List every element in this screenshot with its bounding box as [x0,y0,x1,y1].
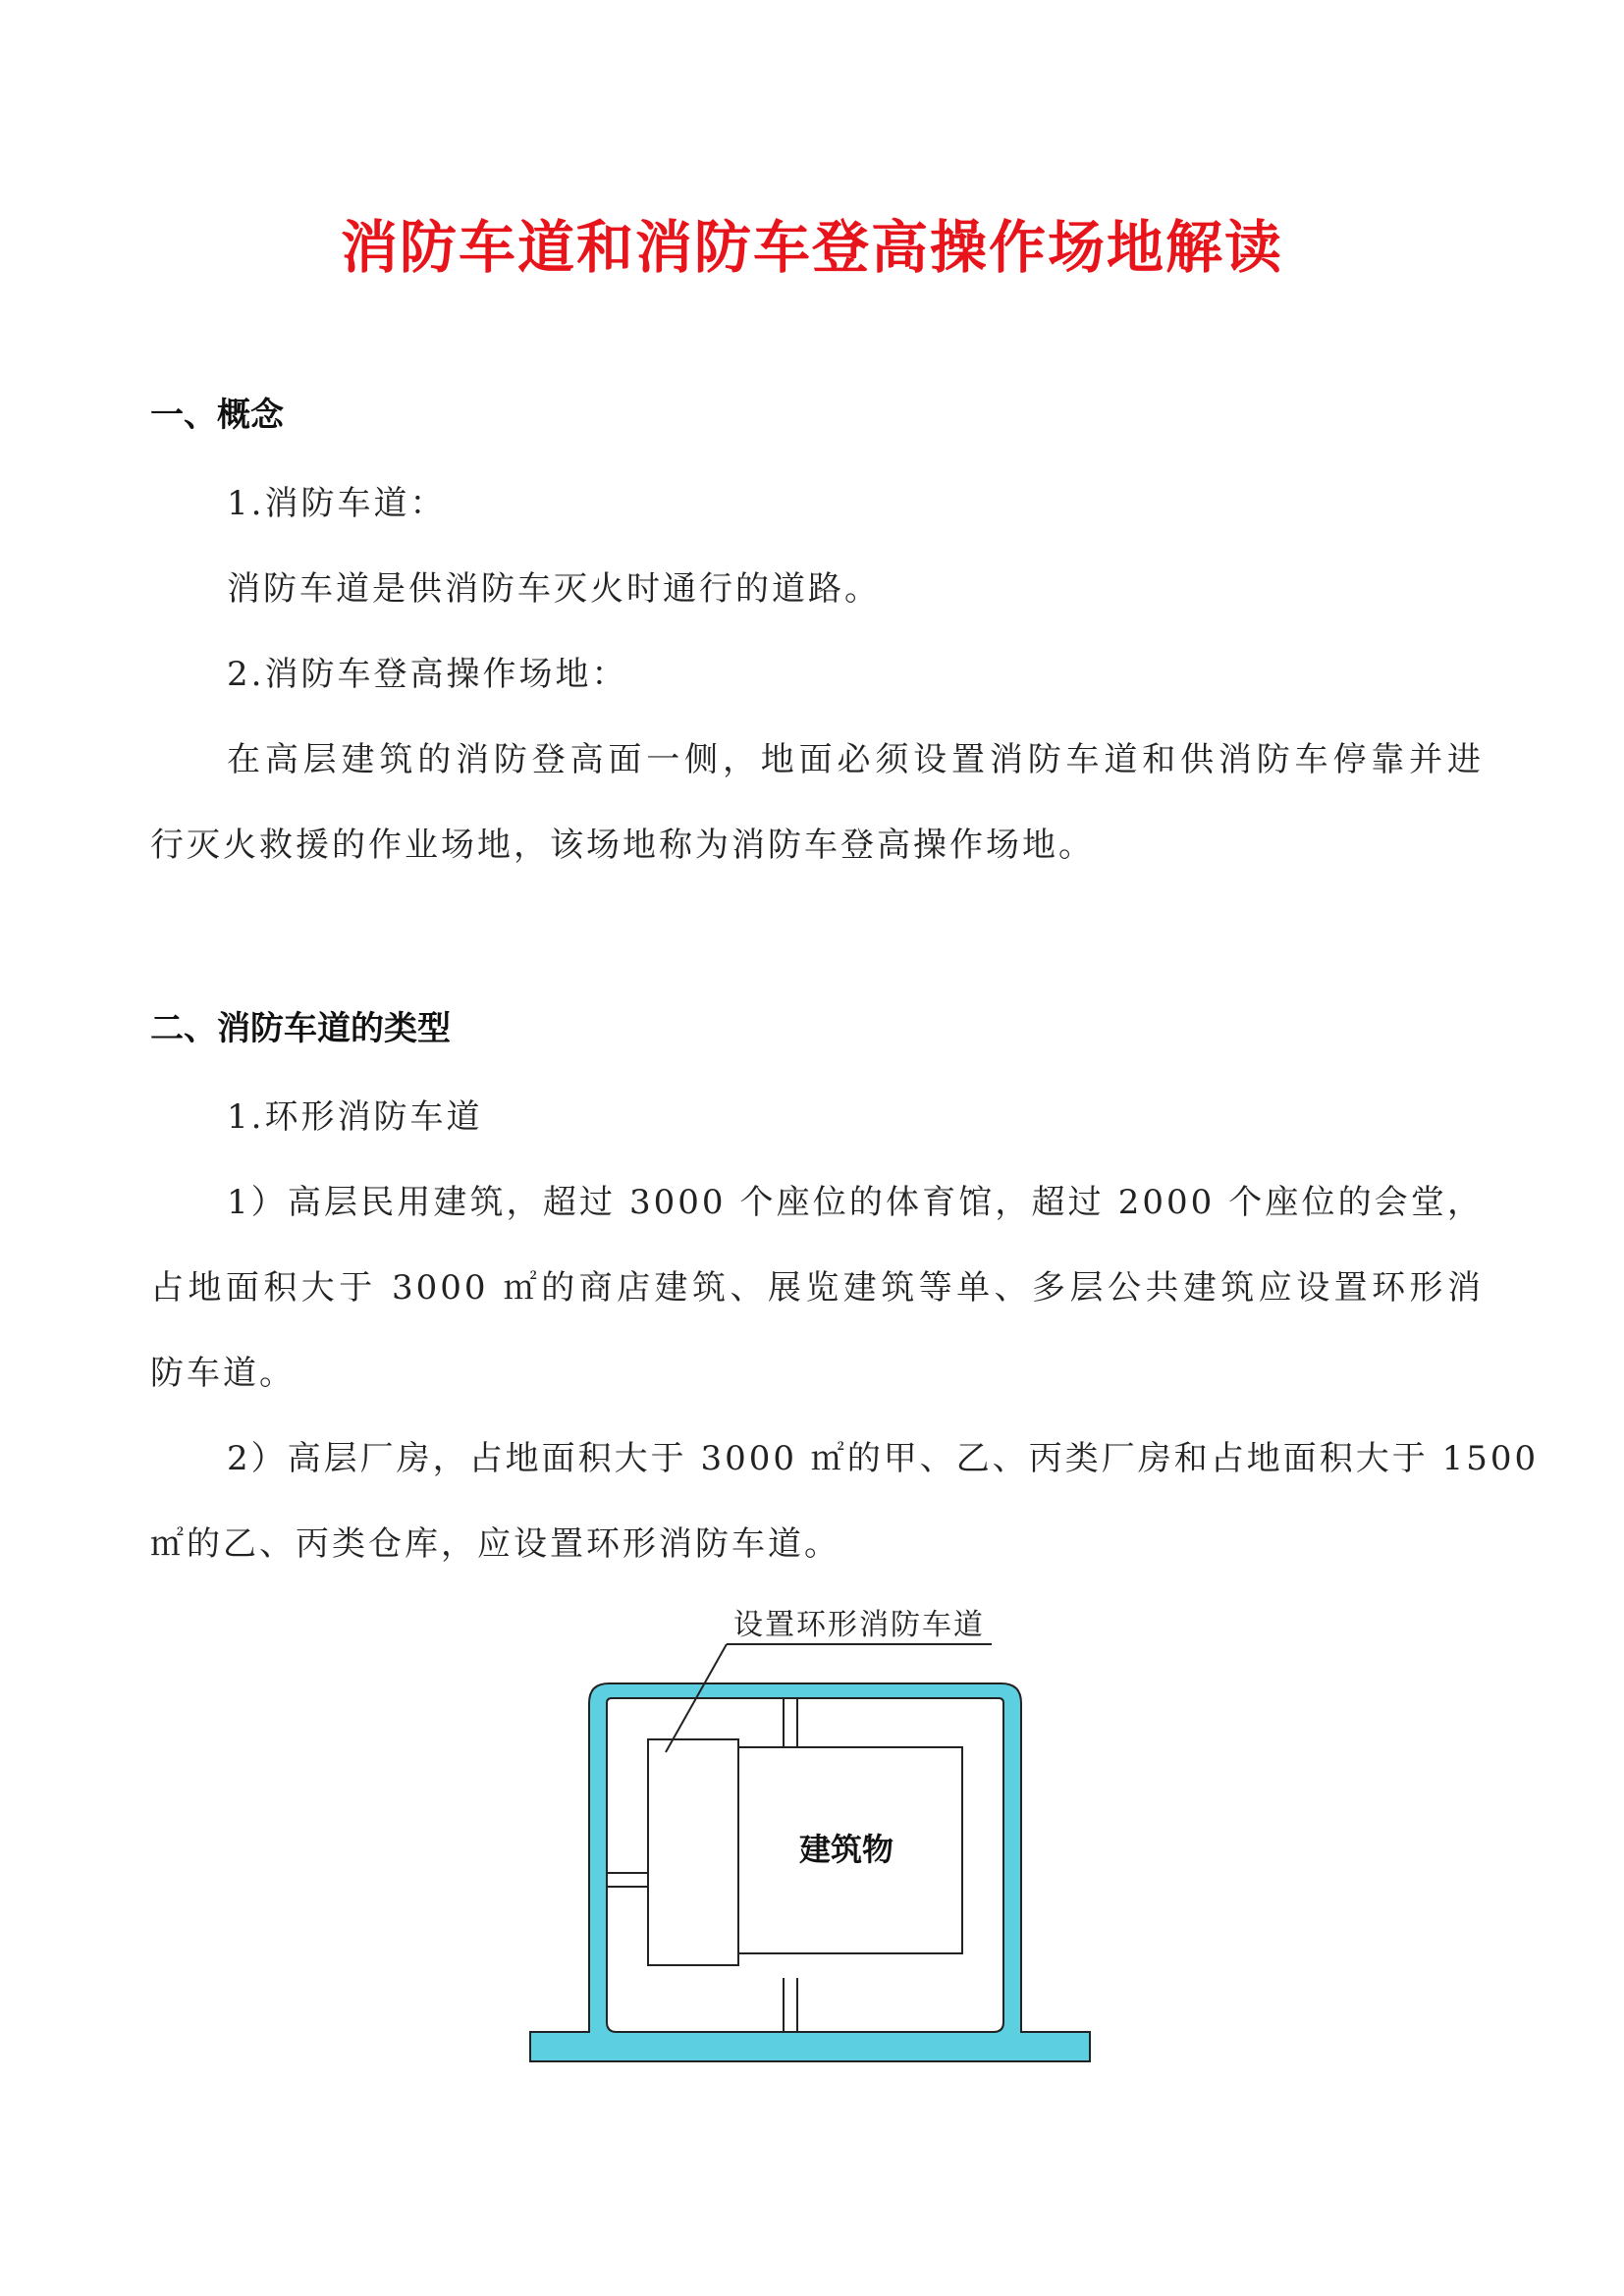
section-2-heading: 二、消防车道的类型 [150,1009,451,1048]
ring-road-label: 设置环形消防车道 [733,1608,985,1642]
section-2-para-1-line-3: 防车道。 [150,1354,296,1393]
section-1-item-2-text-line-1: 在高层建筑的消防登高面一侧，地面必须设置消防车道和供消防车停靠并进 [227,740,1484,779]
section-2-item-1-title: 1.环形消防车道 [227,1097,483,1137]
section-1-item-1-title: 1.消防车道： [227,484,447,523]
section-1-item-1-text: 消防车道是供消防车灭火时通行的道路。 [227,569,881,609]
section-2-para-2-line-2: ㎡的乙、丙类仓库，应设置环形消防车道。 [150,1524,840,1564]
page-title: 消防车道和消防车登高操作场地解读 [340,214,1283,281]
section-1-item-2-text-line-2: 行灭火救援的作业场地，该场地称为消防车登高操作场地。 [150,826,1095,865]
section-2-para-1-line-2: 占地面积大于 3000 ㎡的商店建筑、展览建筑等单、多层公共建筑应设置环形消 [150,1268,1484,1308]
ring-road-svg [520,1590,1110,2081]
building-label: 建筑物 [798,1831,894,1868]
section-1-item-2-title: 2.消防车登高操作场地： [227,655,628,694]
section-2-para-2-line-1: 2）高层厂房，占地面积大于 3000 ㎡的甲、乙、丙类厂房和占地面积大于 1500 [227,1439,1540,1478]
building-annex [648,1739,738,1965]
section-1-heading: 一、概念 [150,396,284,435]
ring-fire-road-diagram [520,1590,1110,2081]
section-2-para-1-line-1: 1）高层民用建筑，超过 3000 个座位的体育馆，超过 2000 个座位的会堂， [227,1183,1484,1222]
